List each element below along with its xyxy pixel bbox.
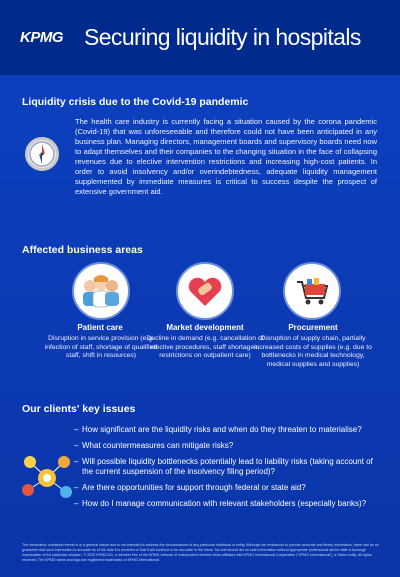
area-title-market-development: Market development	[166, 323, 244, 332]
intro-paragraph: The health care industry is currently facing a situation caused by the corona pandemic (Covid-19) that was unforeseeable and therefore could not have been anticipated in any business plan. Managing directors, management boards and supervisory boards need now to adapt themselves and their companies to the changing situation in the face of collapsing revenues due to elective intervention restrictions and increasing high-cost patients. In order to avoid insolvency and/or overindebtedness, adequate liquidity management supplemented by immediate measures is critical to success despite the prospect of extensive government aid.	[75, 117, 377, 196]
issue-item: – Will possible liquidity bottlenecks potentially lead to liability risks (taking account of the current suspension of the insolvency filing period)?	[74, 457, 374, 477]
header-banner	[0, 0, 400, 75]
ideas-illustration-icon	[22, 452, 72, 504]
compass-icon	[25, 137, 59, 171]
legal-disclaimer: The information contained herein is of a general nature and is not intended to address the circumstances of any particular individual or entity. Although we endeavour to provide accurate and timely information, there can be no guarantee that such information is accurate as of the date it is received or that it will continue to be accurate in the future. No one should act on such information without appropriate professional advice after a thorough examination of the particular situation. © 2020 KPMG AG, a member firm of the KPMG network of independent member firms affiliated with KPMG International Cooperative (“KPMG International”), a Swiss entity. All rights reserved. The KPMG name and logo are registered trademarks of KPMG International.	[22, 543, 379, 562]
healthcare-staff-illustration	[74, 264, 128, 318]
page-title: Securing liquidity in hospitals	[84, 24, 361, 50]
heart-illustration	[178, 264, 232, 318]
area-title-patient-care: Patient care	[77, 323, 123, 332]
cart-illustration	[285, 264, 339, 318]
shopping-cart-icon	[283, 262, 341, 320]
issue-item: – How significant are the liquidity risks and when do they threaten to materialise?	[74, 425, 374, 435]
issue-item: – What countermeasures can mitigate risks?	[74, 441, 374, 451]
areas-heading: Affected business areas	[22, 244, 143, 256]
intro-heading: Liquidity crisis due to the Covid-19 pandemic	[22, 96, 249, 108]
compass-needle-icon	[28, 140, 56, 168]
issues-list	[74, 425, 374, 509]
area-text-procurement: Disruption of supply chain, partially increased costs of supplies (e.g. due to bottlenecks in medical technology, medical supplies and supplies)	[254, 335, 372, 368]
area-title-procurement: Procurement	[288, 323, 338, 332]
issue-item: – How do I manage communication with relevant stakeholders (especially banks)?	[74, 499, 374, 509]
healthcare-staff-icon	[72, 262, 130, 320]
bandaged-heart-icon	[176, 262, 234, 320]
kpmg-logo: KPMG	[20, 29, 63, 46]
issue-item: – Are there opportunities for support through federal or state aid?	[74, 483, 374, 493]
lightbulb-network-icon	[22, 452, 72, 504]
area-text-market-development: Decline in demand (e.g. cancellation of elective procedures, staff shortages, restrictions on outpatient care)	[146, 335, 264, 359]
issues-heading: Our clients' key issues	[22, 403, 136, 415]
area-text-patient-care: Disruption in service provision (e.g. infection of staff, shortage of qualified staff, shift in resources)	[44, 335, 158, 359]
